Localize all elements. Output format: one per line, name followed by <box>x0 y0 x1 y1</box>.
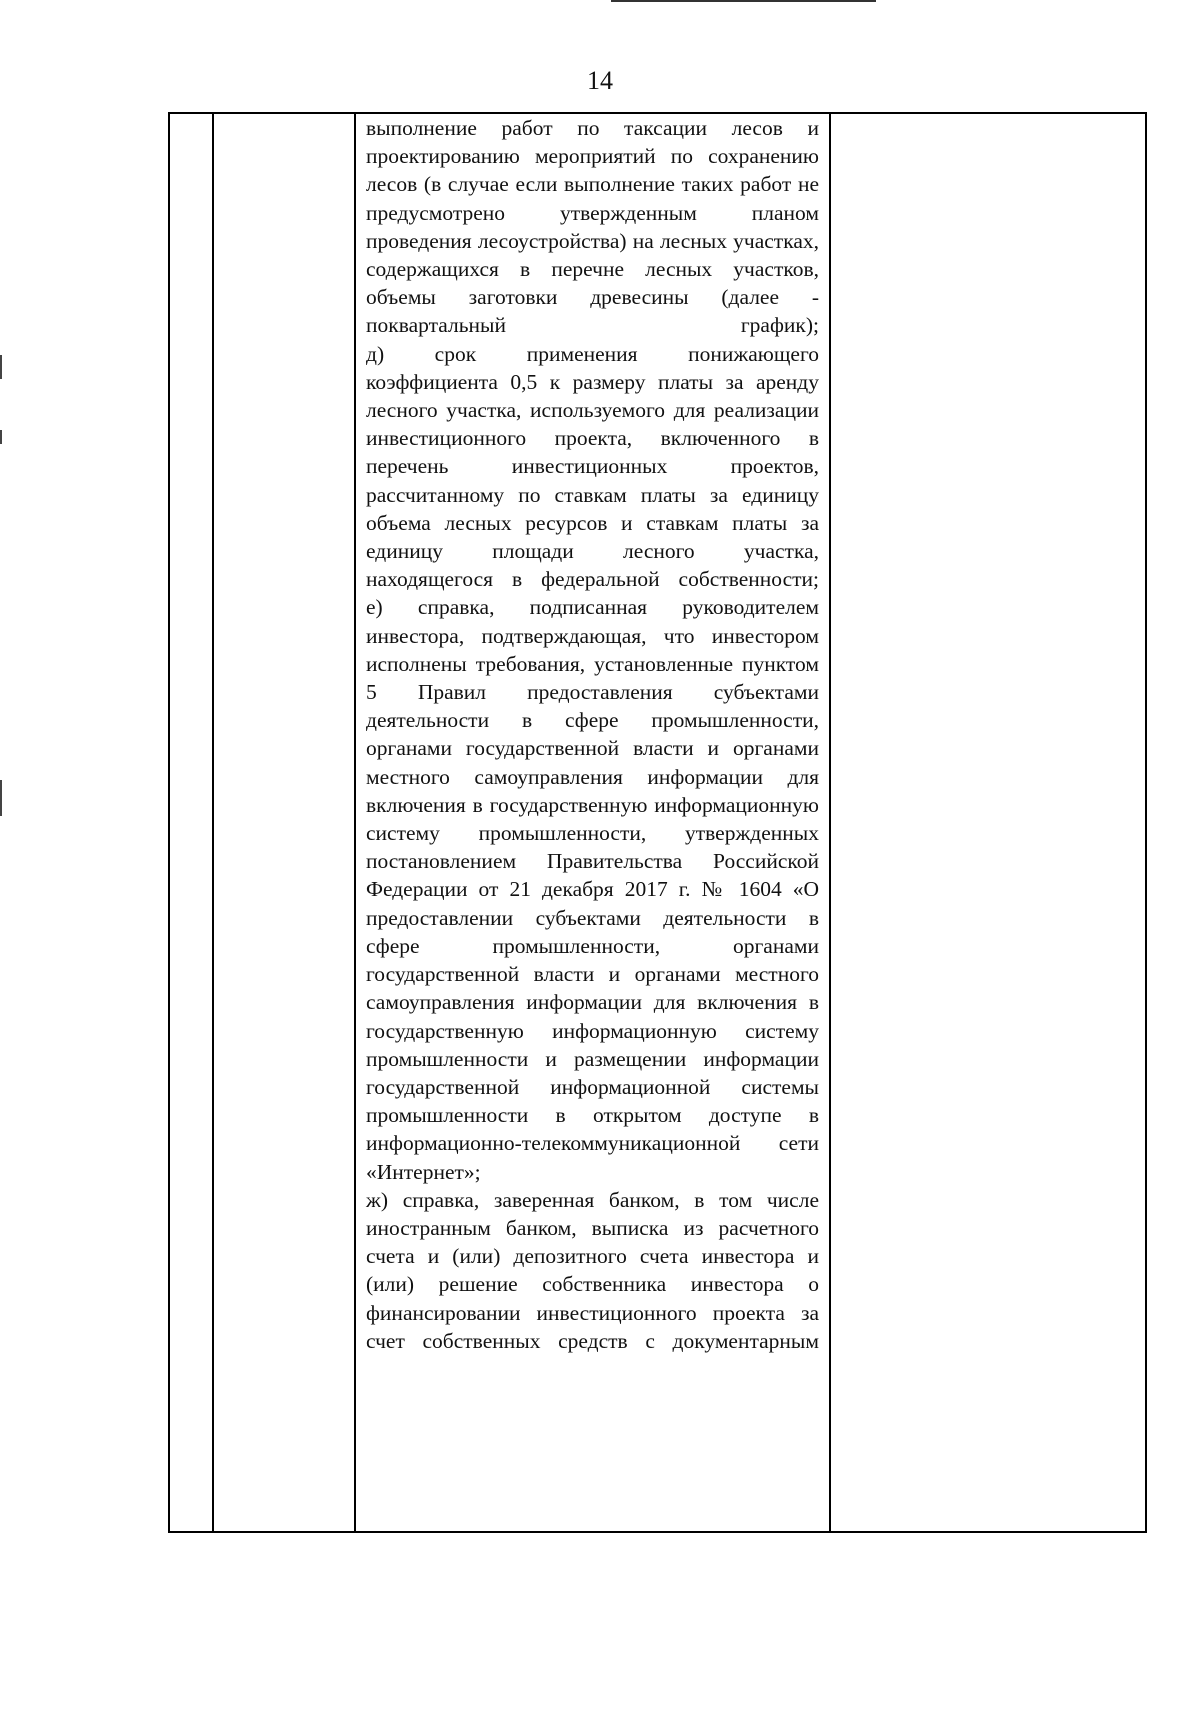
table-cell-name <box>213 113 355 1532</box>
scan-top-edge-mark <box>611 0 876 2</box>
paragraph-item-zh: ж) справка, заверенная банком, в том числе иностранным банком, выписка из расчетного счета и (или) депозитного счета инвестора и (или) решение собственника инвестора о финансировании инвестиционного проекта за счет собственных средств с документарным <box>366 1187 819 1353</box>
paragraph-item-d: д) срок применения понижающего коэффициента 0,5 к размеру платы за аренду лесного участка, используемого для реализации инвестиционного проекта, включенного в перечень инвестиционных проектов, рассчитанному по ставкам платы за единицу объема лесных ресурсов и ставкам платы за единицу площади лесного участка, находящегося в федеральной собственности; <box>366 341 819 592</box>
paragraph-item-e: е) справка, подписанная руководителем инвестора, подтверждающая, что инвестором исполнены требования, установленные пунктом 5 Правил предоставления субъектами деятельности в сфере промышленности, органами государственной власти и органами местного самоуправления информации для включения в государственную информационную систему промышленности, утвержденных постановлением Правительства Российской Федерации от 21 декабря 2017 г. № 1604 «О предоставлении субъектами деятельности в сфере промышленности, органами государственной власти и органами местного самоуправления информации для включения в государственную информационную систему промышленности и размещении информации государственной информационной системы промышленности в открытом доступе в информационно-телекоммуникационной сети «Интернет»; <box>366 595 819 1184</box>
table-cell-content <box>355 113 830 1532</box>
document-table <box>168 112 1147 1533</box>
scan-margin-mark <box>0 780 2 816</box>
page-number: 14 <box>587 66 613 95</box>
table-cell-number <box>169 113 213 1532</box>
cell-text <box>356 114 829 1355</box>
table-row <box>169 113 1146 1532</box>
scan-margin-mark <box>0 430 2 444</box>
paragraph: выполнение работ по таксации лесов и проектированию мероприятий по сохранению лесов (в случае если выполнение таких работ не предусмотрено утвержденным планом проведения лесоустройства) на лесных участках, содержащихся в перечне лесных участков, объемы заготовки древесины (далее - поквартальный график); <box>366 116 819 338</box>
scan-margin-mark <box>0 355 2 379</box>
table-cell-notes <box>830 113 1146 1532</box>
